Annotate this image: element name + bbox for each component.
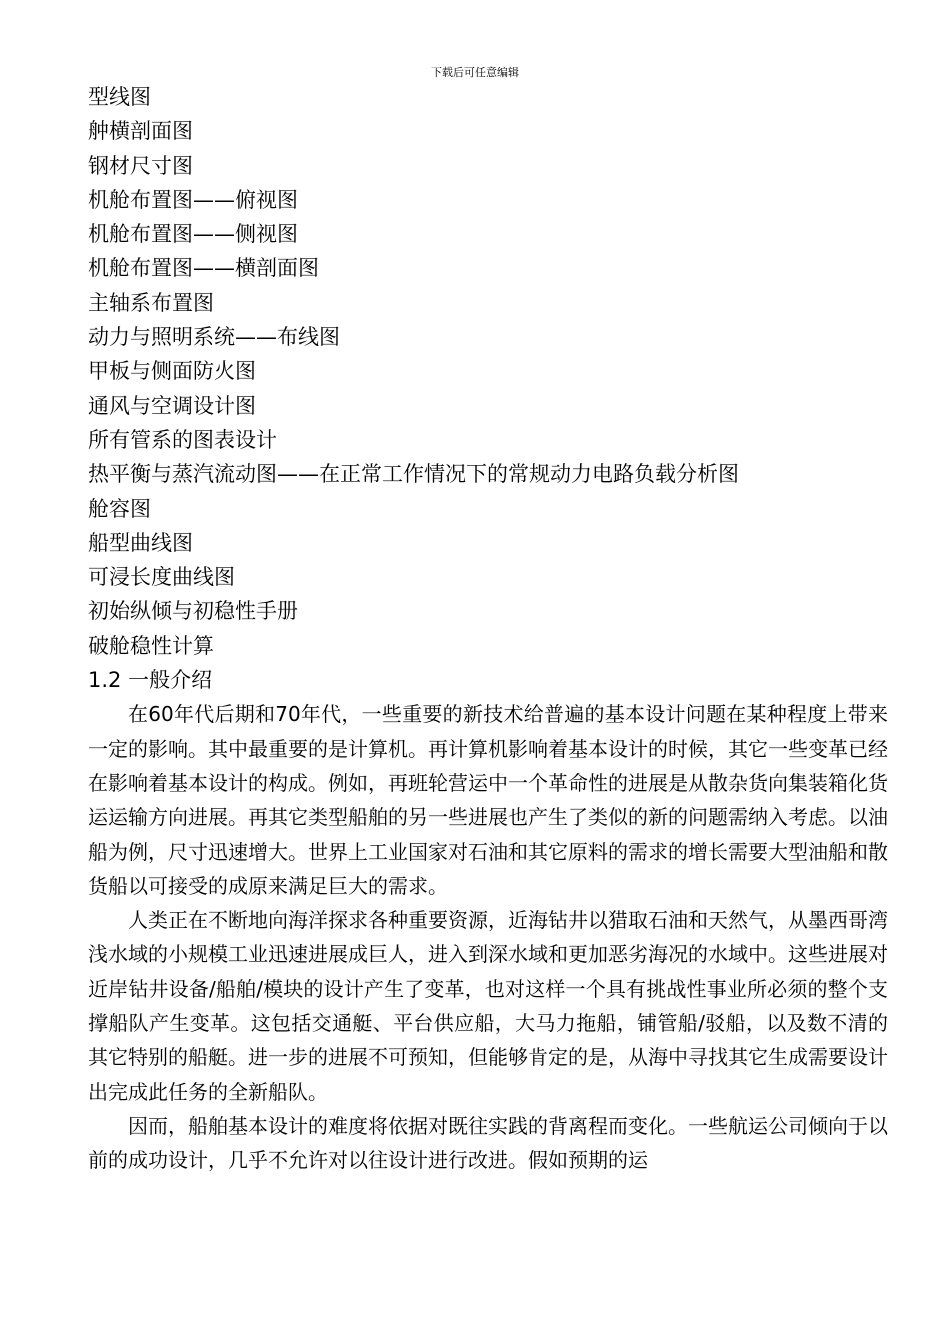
drawing-list-item: 型线图	[88, 85, 151, 109]
drawing-list-item: 动力与照明系统——布线图	[88, 325, 340, 350]
drawing-list-item: 舱容图	[88, 496, 151, 521]
drawing-list	[88, 80, 888, 663]
document-body	[88, 80, 888, 1178]
drawing-list-item: 甲板与侧面防火图	[88, 359, 256, 384]
page-header-note: 下载后可任意编辑	[431, 66, 519, 79]
drawing-list-item: 可浸长度曲线图	[88, 565, 235, 590]
drawing-list-item: 船型曲线图	[88, 530, 193, 555]
drawing-list-item: 机舱布置图——侧视图	[88, 222, 298, 247]
section-heading: 1.2 一般介绍	[88, 668, 213, 693]
drawing-list-item: 机舱布置图——横剖面图	[88, 256, 319, 281]
body-paragraph: 因而，船舶基本设计的难度将依据对既往实践的背离程而变化。一些航运公司倾向于以前的成功设计，几乎不允许对以往设计进行改进。假如预期的运	[88, 1113, 888, 1173]
drawing-list-item: 破舱稳性计算	[88, 633, 214, 658]
drawing-list-item: 主轴系布置图	[88, 290, 214, 315]
drawing-list-item: 机舱布置图——俯视图	[88, 187, 298, 212]
body-paragraph: 在60年代后期和70年代，一些重要的新技术给普遍的基本设计问题在某种程度上带来一定的影响。其中最重要的是计算机。再计算机影响着基本设计的时候，其它一些变革已经在影响着基本设计的构成。例如，再班轮营运中一个革命性的进展是从散杂货向集装箱化货运运输方向进展。再其它类型船舶的另一些进展也产生了类似的新的问题需纳入考虑。以油船为例，尺寸迅速增大。世界上工业国家对石油和其它原料的需求的增长需要大型油船和散货船以可接受的成原来满足巨大的需求。	[88, 702, 888, 898]
drawing-list-item: 钢材尺寸图	[88, 153, 193, 178]
drawing-list-item: 所有管系的图表设计	[88, 427, 277, 452]
drawing-list-item: 热平衡与蒸汽流动图——在正常工作情况下的常规动力电路负载分析图	[88, 462, 739, 487]
drawing-list-item: 通风与空调设计图	[88, 393, 256, 418]
drawing-list-item: 初始纵倾与初稳性手册	[88, 599, 298, 624]
drawing-list-item: 舯横剖面图	[88, 119, 193, 144]
body-paragraph: 人类正在不断地向海洋探求各种重要资源，近海钻井以猎取石油和天然气，从墨西哥湾浅水域的小规模工业迅速进展成巨人，进入到深水域和更加恶劣海况的水域中。这些进展对近岸钻井设备/船舶/模块的设计产生了变革，也对这样一个具有挑战性事业所必须的整个支撑船队产生变革。这包括交通艇、平台供应船，大马力拖船，铺管船/驳船，以及数不清的其它特别的船艇。进一步的进展不可预知，但能够肯定的是，从海中寻找其它生成需要设计出完成此任务的全新船队。	[88, 908, 888, 1104]
